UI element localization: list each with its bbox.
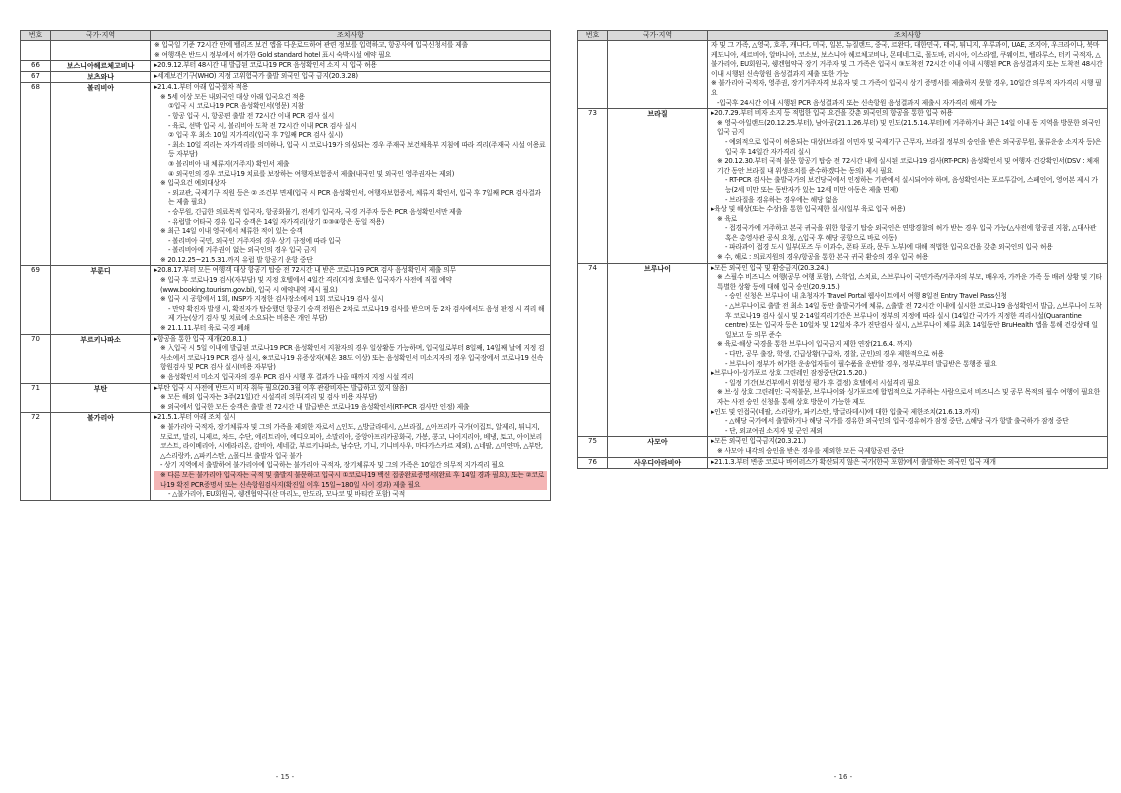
measure-cell xyxy=(151,61,551,72)
measure-line: - 예외적으로 입국이 허용되는 대상(브라질 이민자 및 국제기구 근무자, 브라질 정부의 승인을 받은 외국공무원, 물류운송 소지자 등)은 입국 후 14일간 자가격리 실시 xyxy=(725,137,1102,156)
row-number: 70 xyxy=(21,334,51,383)
page-right xyxy=(577,30,1108,469)
measure-cell xyxy=(708,437,1108,457)
measure-line: - 유럽발 어타국 경유 입국 승객은 14일 자가격리(상기 ①③④항은 동일 적용) xyxy=(168,217,384,226)
country-name: 브라질 xyxy=(608,109,708,264)
table-row xyxy=(21,41,551,61)
table-row xyxy=(578,41,1108,109)
measure-line: - △브루나이로 출발 전 최소 14일 동안 출발국가에 체류, △출발 전 72시간 이내에 실시한 코로나19 음성확인서 발급, △브루나이 도착 후 코로나19 검사 실시 및 2·14일격리기간은 브루나이 정부의 지정에 따라 실시 (14일간 국가가 지정한 격리시설(Quarantine centre) 또는 입국자 등은 10일차 및 12일차 추가 진단검사 실시, △브루나이 체류 최초 14일동안 BruHealth 앱을 통해 건강상태 일일보고 등 의무 준수 xyxy=(725,302,1102,339)
measure-line: ▸모든 외국인 입국금지(20.3.21.) xyxy=(711,437,806,446)
measure-cell xyxy=(708,263,1108,437)
measure-line: ①입국 시 코로나19 PCR 음성확인서(영문) 지참 xyxy=(168,102,304,111)
measure-line: - 단, 외교여권 소지자 및 군인 제외 xyxy=(725,426,823,435)
country-name: 부룬디 xyxy=(51,266,151,334)
measure-line: - 만약 확진자 발생 시, 확진자가 탑승했던 항공기 승객 전원은 2차로 코로나19 검사를 받으며 동 2차 검사에서도 음성 판정 시 격리 해제 가능(상기 검사 및 치료에 소요되는 비용은 개인 부담) xyxy=(168,304,545,323)
measure-line: 자 및 그 가족, △영국, 호주, 캐나다, 미국, 일본, 뉴질랜드, 중국, 르완다, 대한민국, 태국, 튀니지, 우루과이, UAE, 조지아, 우크라이나, 북마케도니아, 세르비아, 알바니아, 코소보, 보스니아 헤르체고비나, 몬테네그로, 몰도바, 러시아, 이스라엘, 쿠웨이트, 벨라루스, 터키 국적자, △불가리아, EU회원국, 쉥겐협약국 장기 거주자 및 그 가족은 입국시 ③도착전 72시간 이내 이내 시행된 PCR 음성결과지 또는 도착전 48시간 이내 시행된 신속항원 음성결과지 제출 또한 가능 xyxy=(711,41,1103,78)
measure-line: - 승무원, 긴급한 의료목적 입국자, 항공화물기, 전세기 입국자, 국경 거주자 등은 PCR 음성확인서만 제출 xyxy=(168,207,462,216)
row-number: 71 xyxy=(21,383,51,413)
row-number xyxy=(21,41,51,61)
measure-line: ※ 음성확인서 미소지 입국자의 경우 PCR 검사 시행 후 결과가 나올 때까지 지정 시설 격리 xyxy=(160,373,414,381)
measure-line: ※ 입국요건 예외대상자 xyxy=(160,179,227,188)
table-row xyxy=(578,437,1108,457)
row-number: 73 xyxy=(578,109,608,264)
country-name xyxy=(608,41,708,109)
measure-line: ② 입국 후 최소 10일 지가격리(입국 후 7일째 PCR 검사 실시) xyxy=(168,131,343,140)
table-row xyxy=(21,72,551,83)
measure-line: ※ 육로 xyxy=(717,214,737,223)
header-no: 번호 xyxy=(21,31,51,41)
country-name: 사우디아라비아 xyxy=(608,457,708,468)
measure-line: ※ 입국 시 공항에서 1회, INSP가 지정한 검사장소에서 1회 코로나19 검사 실시 xyxy=(160,295,384,304)
measure-cell xyxy=(708,41,1108,109)
measure-line: ※ 수, 해로 : 의료지원의 경우/항공을 통한 본국 귀국 환승의 경우 입국 허용 xyxy=(717,253,929,262)
measure-line: ※ 사모아 내각의 승인을 받은 경우를 제외한 모든 국제항공편 중단 xyxy=(717,446,904,455)
measure-line: - 파라과이 접경 도시 일부(포즈 두 이과수, 폰타 포라, 문두 노부)에 대해 적법한 입국요건을 갖춘 외국인의 입국 허용 xyxy=(725,243,1053,252)
measure-line: - △해당 국가에서 출발하거나 해당 국가를 경유한 외국인의 입국·경유허가 잠정 중단, △해당 국가 항발 출국하가 잠정 중단 xyxy=(725,417,1069,426)
measure-cell xyxy=(151,266,551,334)
row-number: 72 xyxy=(21,413,51,500)
measure-line: ※ 다른 모든 불가리아 입국자는 국적 및 출발지 불문하고 입국시 ①코로나19 백신 접종완료증명서(완료 후 14일 경과 필요), 또는 ②코로나19 확진 PCR증명서 또는 신속항원검사지(확진일 이후 15일~180일 사이 경과) 제출 필요 xyxy=(154,471,547,490)
row-number xyxy=(578,41,608,109)
measure-line: ※ 브·싱 상호 그린레인: 국적불문, 브루나이와 싱가포르에 합법적으로 거주하는 사람으로서 비즈니스 및 공무 목적의 필수 여행이 필요한 자는 사전 승인 신청을 통해 상호 방문이 가능한 제도 xyxy=(717,388,1100,406)
measure-line: -입국후 24시간 이내 시행된 PCR 음성결과지 또는 신속항원 음성결과지 제출시 자가격리 해제 가능 xyxy=(717,98,997,107)
measure-line: ▸부탄 입국 시 사전에 반드시 비자 취득 필요(20.3월 이후 관광비자는 발급하고 있지 않음) xyxy=(154,383,408,392)
measure-line: - 상기 지역에서 출발하여 불가리아에 입국하는 불가리아 국적자, 장기체류자 및 그의 가족은 10일간 의무적 지가격리 필요 xyxy=(160,461,505,470)
measure-line: ▸인도 및 인접국(네팔, 스리랑카, 파키스탄, 방글라데시)에 대한 입출국 제한조치(21.6.13.까지) xyxy=(711,407,980,416)
country-name: 보스니아헤르체고비나 xyxy=(51,61,151,72)
row-number: 68 xyxy=(21,83,51,266)
measure-cell xyxy=(151,41,551,61)
table-row xyxy=(578,109,1108,264)
measure-line: ▸브루나이-싱가포르 상호 그린레인 잠정중단(21.5.20.) xyxy=(711,369,867,378)
measure-cell xyxy=(151,383,551,413)
measure-line: ※ 21.1.11.부터 육로 국경 폐쇄 xyxy=(160,324,250,333)
measure-line: ▸20.9.12.부터 48시간 내 발급된 코로나19 PCR 음성확인서 소지 시 입국 허용 xyxy=(154,61,377,70)
measure-line: - 볼리비아에 거주권이 없는 외국인의 경우 입국 금지 xyxy=(168,246,317,255)
header-measure: 조치사항 xyxy=(708,31,1108,41)
table-row xyxy=(21,334,551,383)
measure-line: ※ 불가리아 국적자, 영주권, 장기거주자격 보유자 및 그 가족이 입국시 상기 증명서를 제출하지 못할 경우, 10일간 의무적 자가격리 시행 필요 xyxy=(711,79,1102,97)
measure-line: ▸20.8.17.부터 모든 여행객 대상 항공기 탑승 전 72시간 내 받은 코로나19 PCR 검사 음성확인서 제출 의무 xyxy=(154,266,456,275)
measure-line: ▸21.5.1.부터 아래 조치 실시 xyxy=(154,413,236,422)
measure-cell xyxy=(151,72,551,83)
country-name: 사모아 xyxy=(608,437,708,457)
measure-line: ※ 최근 14일 이내 영국에서 체류한 적이 있는 승객 xyxy=(160,227,303,236)
measure-line: ※ 여행객은 반드시 정부에서 허가한 Gold standard hotel 표시 숙박시설 예약 필요 xyxy=(154,50,391,59)
measure-line: - 항공 입국 시, 항공편 출발 전 72시간 이내 PCR 검사 실시 xyxy=(168,111,335,120)
measures-table-left xyxy=(20,30,551,501)
measure-line: - 다만, 공무 출장, 학생, 긴급상황(구급차, 경찰, 군인)의 경우 제한적으로 허용 xyxy=(725,350,944,358)
measure-line: ※ 입국 후 코로나19 검사(자부담) 및 지정 호텔에서 4일간 격리(지정 호텔은 입국자가 사전에 직접 예약(www.booking.tourism.gov.bi), 입국 시 예약내역 제시 필요) xyxy=(160,276,452,294)
country-name xyxy=(51,41,151,61)
measure-line: ④ 외국인의 경우 코로나19 치료를 보장하는 여행자보험증서 제출(내국인 및 외국인 영주권자는 제외) xyxy=(168,169,455,178)
measure-cell xyxy=(151,334,551,383)
measure-line: - 브라질을 경유하는 경우에는 해당 없음 xyxy=(725,195,838,204)
measure-line: ※ 入입국 시 5일 이내에 발급된 코로나19 PCR 음성확인서 지참자의 경우 일상활동 가능하며, 입국일로부터 8일째, 14일째 날에 지정 검사소에서 코로나19 PCR 검사 실시, ※코로나19 유증상자(체온 38도 이상) 또는 음성확인서 미소지자의 경우 입국장에서 코로나19 신속항원검사 및 PCR 검사 실시(비용 자부담) xyxy=(160,344,545,372)
row-number: 74 xyxy=(578,263,608,437)
header-no: 번호 xyxy=(578,31,608,41)
measure-cell xyxy=(151,413,551,500)
measure-line: - 승인 신청은 브루나이 내 초청자가 Travel Portal 웹사이트에서 여행 8일전 Entry Travel Pass신청 xyxy=(725,292,1007,301)
measure-line: ※ 스필수 비즈니스 여행(공무 여행 포함), 스학업, 스치료, 스브루나이 국민가족/거주자의 부모, 배우자, 가까운 가족 등 배려 상황 및 기타 특별한 상황 등에 대해 입국 승인(20.9.15.) xyxy=(717,273,1102,291)
table-row xyxy=(21,266,551,334)
measure-line: ▸21.4.1.부터 아래 입국절차 적용 xyxy=(154,83,249,92)
table-row xyxy=(21,83,551,266)
measure-line: - 최소 10일 격리는 자가격리를 의미하나, 입국 시 코로나19가 의심되는 경우 주재국 보건체육부 지침에 따라 격리(주재국 시설 이용료 등 자부담) xyxy=(168,140,546,159)
measure-line: ▸20.7.29.부터 비자 소지 등 적법한 입국 요건을 갖춘 외국인의 항공을 통한 입국 허용 xyxy=(711,109,953,118)
country-name: 브루나이 xyxy=(608,263,708,437)
measure-line: - 외교관, 국제기구 직원 등은 ② 조건부 면제(입국 시 PCR 음성확인서, 여행자보험증서, 체류지 확인서, 입국 후 7일째 PCR 검사결과는 제출 필요) xyxy=(168,188,541,207)
measure-line: ※ 불가리아 국적자, 장기체류자 및 그의 가족을 제외한 자로서 △인도, △방글라데시, △브라질, △아프리카 국가(이집트, 알제리, 튀니지, 모로코, 말리, 니제르, 차드, 수단, 에리트리아, 에디오피아, 소말리아, 중앙아프리카공화국, 가봉, 콩고, 나이지리아, 베냉, 토고, 아이보리코스트, 라이베리아, 시에라리온, 감비아, 세네갈, 부르키나파소, 남수단, 기니, 기니비사우, 마다가스카르 제외), △네팔, △미얀마, △부탄, △스리랑카, △파키스탄, △몰디브 출발자 입국 불가 xyxy=(160,422,543,460)
table-row xyxy=(578,457,1108,468)
header-country: 국가·지역 xyxy=(608,31,708,41)
measure-line: ③ 볼리비아 내 체류지(거주지) 확인서 제출 xyxy=(168,159,290,168)
table-row xyxy=(21,383,551,413)
row-number: 76 xyxy=(578,457,608,468)
measure-line: ※ 육로·해상 국경을 통한 브루나이 입국금지 제한 연장(21.6.4. 까지) xyxy=(717,340,912,349)
row-number: 66 xyxy=(21,61,51,72)
measure-line: - RT-PCR 검사는 출발국가의 보건당국에서 인정하는 기관에서 실시되어야 하며, 음성확인서는 포르투갈어, 스페인어, 영어본 제시 가능(2세 미만 또는 동반자가 있는 12세 미만 아동은 제출 면제) xyxy=(725,176,1098,194)
row-number: 67 xyxy=(21,72,51,83)
measure-cell xyxy=(151,83,551,266)
measures-table-right xyxy=(577,30,1108,469)
measure-line: ※ 20.12.25~21.5.31.까지 유럽 발 항공기 운항 중단 xyxy=(160,255,313,264)
measure-line: - 접경국가에 거주하고 본국 귀국을 위한 항공기 탑승 외국인은 연방경찰의 허가 받는 경우 입국 가능(△사전에 항공권 지참, △대사관 혹은 총영사관 공식 요청, △입국 후 해당 공항으로 바로 이동) xyxy=(725,224,1097,242)
measure-line: ※ 영국·아일랜드(20.12.25.부터), 남아공(21.1.26.부터) 및 인도(21.5.14.부터)에 거주하거나 최근 14일 이내 동 지역을 방문한 외국인 입국 금지 xyxy=(717,118,1101,137)
country-name: 보츠와나 xyxy=(51,72,151,83)
row-number: 75 xyxy=(578,437,608,457)
measure-line: - △불가리아, EU회원국, 쉥겐협약국(산 마리노, 안도라, 모나코 및 바티칸 포함) 국적 xyxy=(168,490,405,499)
country-name: 불가리아 xyxy=(51,413,151,500)
header-measure: 조치사항 xyxy=(151,31,551,41)
measure-line: ※ 모든 해외 입국자는 3주(21일)간 시설격리 의무(격리 및 검사 비용 자부담) xyxy=(160,393,377,402)
measure-line: ※ 5세 이상 모든 내외국인 대상 아래 입국요건 적용 xyxy=(160,92,305,101)
measure-line: - 육로, 선박 입국 시, 볼리비아 도착 전 72시간 이내 PCR 검사 실시 xyxy=(168,121,357,130)
measure-line: - 볼리비아 국민, 외국인 거주자의 경우 상기 규정에 따라 입국 xyxy=(168,236,341,245)
measure-line: ▸세계보건기구(WHO) 지정 고위험국가 출발 외국인 입국 금지(20.3.28) xyxy=(154,72,358,81)
measure-line: ▸모든 외국인 입국 및 환승금지(20.3.24.) xyxy=(711,263,829,272)
header-country: 국가·지역 xyxy=(51,31,151,41)
measure-line: - 브루나이 정부가 허가한 운송업자들이 필수품을 운반할 경우, 정부로부터 발급받은 통행증 필요 xyxy=(725,359,997,368)
measure-cell xyxy=(708,457,1108,468)
measure-line: ※ 입국일 기준 72시간 안에 벨리즈 보건 앱을 다운로드하여 관련 정보를 입력하고, 항공사에 입국신청서를 제출 xyxy=(154,41,468,49)
country-name: 부탄 xyxy=(51,383,151,413)
table-row xyxy=(21,61,551,72)
measure-line: - 일정 기간(보건부에서 위험성 평가 후 결정) 호텔에서 시설격리 필요 xyxy=(725,378,920,387)
measure-line: ※ 외국에서 입국한 모든 승객은 출발 전 72시간 내 발급받은 코로나19 음성확인서(RT-PCR 검사만 인정) 제출 xyxy=(160,402,470,411)
page-number-right: - 16 - xyxy=(833,773,853,781)
measure-line: ※ 20.12.30.부터 국적 불문 항공기 탑승 전 72시간 내에 실시된 코로나19 검사(RT-PCR) 음성확인서 및 여행자 건강확인서(DSV : 체재기간 동안 브라질 내 위생조치를 준수하겠다는 동의) 제시 필요 xyxy=(717,157,1099,175)
measure-cell xyxy=(708,109,1108,264)
table-row xyxy=(21,413,551,500)
page-number-left: - 15 - xyxy=(275,773,295,781)
measure-line: ▸육상 및 해상(또는 수상)을 통한 입국제한 실시(일부 육로 입국 허용) xyxy=(711,205,906,214)
measure-line: ▸항공을 통한 입국 재개(20.8.1.) xyxy=(154,334,247,343)
country-name: 부르키나파소 xyxy=(51,334,151,383)
country-name: 볼리비아 xyxy=(51,83,151,266)
page-left xyxy=(20,30,551,501)
measure-line: ▸21.1.3.부터 변종 코로나 바이러스가 확산되지 않은 국가(한국 포함)에서 출발하는 외국인 입국 재개 xyxy=(711,457,996,466)
table-row xyxy=(578,263,1108,437)
row-number: 69 xyxy=(21,266,51,334)
